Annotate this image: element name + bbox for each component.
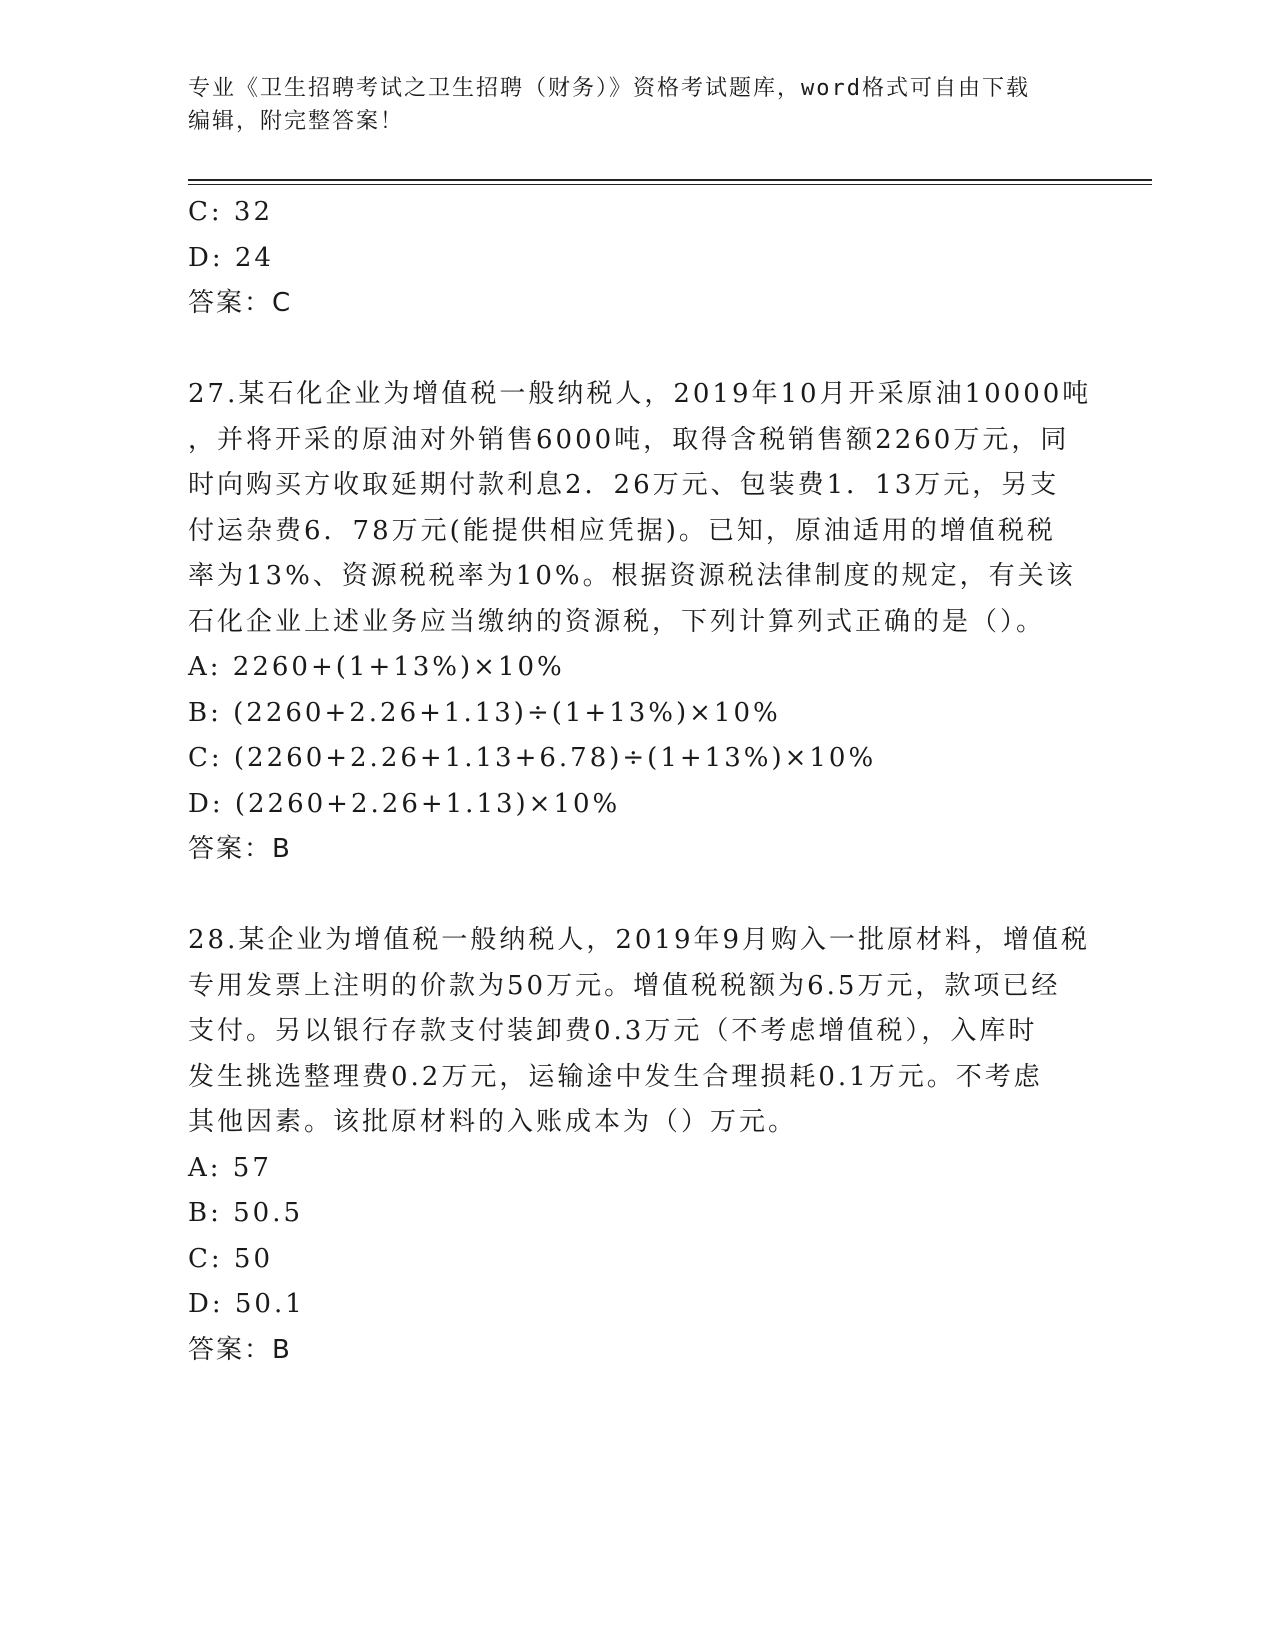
spacer [188,873,1088,919]
previous-question [188,190,1088,327]
stem-line: 时向购买方收取延期付款利息2．26万元、包装费1．13万元，另支 [188,470,1060,500]
page-header [188,72,1068,138]
answer-line: 答案：C [188,288,293,318]
option-a: A: 57 [188,1152,272,1183]
header-line-1: 专业《卫生招聘考试之卫生招聘（财务）》资格考试题库，word格式可自由下载 [188,76,1030,101]
question-content [188,190,1092,1373]
stem-line: 支付。另以银行存款支付装卸费0.3万元（不考虑增值税），入库时 [188,1016,1038,1046]
header-divider-thin [188,184,1152,185]
stem-line: 28.某企业为增值税一般纳税人，2019年9月购入一批原材料，增值税 [188,925,1091,955]
header-divider-thick [188,179,1152,181]
option-c: C: (2260+2.26+1.13+6.78)÷(1+13%)×10% [188,743,877,773]
option-c: C: 32 [188,197,274,227]
stem-line: 率为13%、资源税税率为10%。根据资源税法律制度的规定，有关该 [188,561,1076,591]
option-d: D: 50.1 [188,1289,305,1319]
answer-line: 答案：B [188,1334,292,1365]
answer-line: 答案：B [188,834,292,864]
stem-line: ，并将开采的原油对外销售6000吨，取得含税销售额2260万元，同 [188,424,1070,455]
stem-line: 其他因素。该批原材料的入账成本为（）万元。 [188,1107,798,1137]
stem-line: 专用发票上注明的价款为50万元。增值税税额为6.5万元，款项已经 [188,970,1061,1001]
option-d: D: (2260+2.26+1.13)×10% [188,788,621,819]
header-line-2: 编辑，附完整答案！ [188,109,405,134]
stem-line: 石化企业上述业务应当缴纳的资源税，下列计算列式正确的是（）。 [188,606,1046,637]
question-27 [188,372,1092,873]
stem-line: 付运杂费6．78万元(能提供相应凭据)。已知，原油适用的增值税税 [188,515,1056,546]
stem-line: 27.某石化企业为增值税一般纳税人，2019年10月开采原油10000吨 [188,379,1092,409]
stem-line: 发生挑选整理费0.2万元，运输途中发生合理损耗0.1万元。不考虑 [188,1061,1043,1092]
option-c: C: 50 [188,1243,274,1274]
option-d: D: 24 [188,242,274,273]
option-b: B: 50.5 [188,1198,304,1228]
spacer [188,327,1088,373]
question-28 [188,918,1091,1373]
option-a: A: 2260+(1+13%)×10% [188,652,565,682]
option-b: B: (2260+2.26+1.13)÷(1+13%)×10% [188,697,781,728]
